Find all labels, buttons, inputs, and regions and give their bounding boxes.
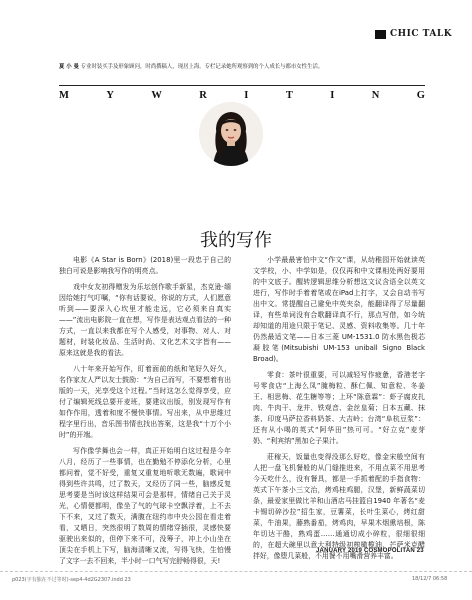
trim-line (0, 571, 472, 572)
author-name: 夏 小 曼 (59, 64, 79, 70)
paragraph: 写作像学舞也会一样，真正开始明白这过程是今年八月，经历了一些事情，也在勤勉不停添化分析，心里都问着，觉不好受，重复又重复地听歌无数遍，歌词中得到些许共鸣，过了数天，又经历了同一些，脑感反复思考要是当时该这样结果可会是那样，情绪自己关于灵光，心情便都明，像坐了气的气球卡空飘浮着，上不去下不来，又过了数天，满腹在纽约市中央公园在看走着看，又晒日，突然很明了数周的情绪穿插很，灵感快要驱驶出来似的，但停下来不可，没筹子，冲上小山坐在顶尖在手机上下写，脑海清晰又流，写得飞快，生怕慢了文字一去不回来，半小时一口气写完舒畅得很，天! (59, 447, 231, 565)
paragraph: 戏中女友初得赠发为乐坛创作歌手新星，杰克逊·缅因给她打气叮嘱，“你有话要说，你说的方式，人们愿意听到——要深入心坎里才能走远，它必须来自真实——”流出电影院一直在想，写作是表达观点看法的一种方式，一直以来我都在写个人感受，对事物、对人、对题材，时装化妆品、生活时尚、文化艺术文字皆有——原来这就是我的看法。 (59, 283, 231, 357)
author-bar (59, 63, 425, 83)
paragraph: 电影《A Star is Born》(2018)里一段忠于自己的独白可说是影响我写作的明亮点。 (59, 256, 231, 275)
section-square-icon (375, 30, 386, 39)
author-portrait-illustration (199, 102, 263, 166)
banner-letter: W (151, 89, 162, 101)
print-slug-date: 18/12/7 06:58 (412, 576, 448, 582)
banner-letter: N (371, 89, 380, 101)
author-bio: 专业时装买手及形象顾问，时尚撰稿人，现居上海。专栏记录她所观察到的个人成长与都市女性生活。 (80, 64, 324, 70)
banner-letter: M (59, 89, 69, 101)
section-name: CHIC TALK (390, 29, 453, 39)
paragraph: 八十年来开始写作，盯着面前的纸和笔好久好久，名作家友人严以友士鼓励：“为自己而写，不要想着有出版的一天，光享受这个过程。”当时这怎么觉得享受，应付了编辑死线总要开麦班，要建议出版，别发现写作有如作作用，透着和度不慢快事情。写出来，从中思维过程字里行出，音乐图书情也找出答案，这是我“十万个小时”的开端。 (59, 365, 231, 439)
banner-letter: I (330, 89, 335, 101)
page-footer: JANUARY 2019 COSMOPOLITAN 23 (316, 548, 424, 554)
paragraph: 莊稼天，饭量也变得没那么好吃，像金宋般空间有人把一盘飞机餐般的从门缝推进来，不用点菜不用思考今天吃什么，没有餐具，都是一手抓着配的手指食物：英式下午茶小三文治，烤鸡桂鸡腿，汉堡，新鲜蔬菜切条，最爱家里做比羊和山酒店马挂篮自1940 年著名“麦卡锡切碎沙拉”招生家，豆薯菜，长叶生菜心，烤红甜菜，牛油果，藤熟番茄，烤鸡肉，早果木烟熏培根，陈年切达干酪，熟鸡蛋……通通切成小碎粒，很细很细的，在超大碗里以意大利特级初榨橄榄油，芒萨米克醋拌好，像堕几菜般，不用餐不用嘴滑营养丰富。 (253, 453, 425, 560)
paragraph: 小学最最害怕中文“作文”课，从幼稚园开始就读英文学校，小、中学如是，仅仅再和中文课相处两好要用的中文底子。醒转逻辑思维分析想这文议含语全以英文进行，写作时手着着笔或在iPad上打字，又会自动书写出中文。常提醒自己避免中英夹杂，能翻译得了尽量翻译，有些单词没有合歌翻译真不行，那点写借，如今统却知道的用途只限于笔记、灵感、资料收集等。几十年仍然最适文笔——日本三菱 UM-1531.0 防水黑色极芯凝胶笔(Mitsubishi UM-153 uniball Signo Black Broad)。 (253, 256, 425, 363)
author-portrait (199, 102, 263, 166)
article-column-left (59, 255, 231, 572)
banner-letter: R (199, 89, 207, 101)
section-tag (375, 29, 452, 39)
banner-letter: I (244, 89, 249, 101)
banner-letter: Y (106, 89, 114, 101)
banner-letter: T (285, 89, 293, 101)
article-column-right (253, 255, 425, 567)
article-title: 我的写作 (200, 230, 272, 251)
paragraph: 零食：茶叶很重要，可以减轻写作疲惫，香港老字号零食店“上海么凤”腌梅粒、酥仁佩、知意粒、冬姜王、相思梅、花生糖等等；上环“陈意霖”：虾子腐皮扎肉、牛肉干、龙井、铁观音、金丝皇菊；日本五藏、抹茶、印度马萨拉香料奶茶、大吉岭；台湾“阜杭豆浆”：还有从小喝的英式“阿华田”热可可。“好立克”麦芽奶、“利宾纳”黑加仑子果汁。 (253, 371, 425, 445)
my-writing-banner (59, 86, 425, 104)
banner-letter: G (416, 89, 425, 101)
print-slug-file: p023(字有独在不过等时)-sep4-4d2G2307.indd 23 (12, 577, 131, 583)
